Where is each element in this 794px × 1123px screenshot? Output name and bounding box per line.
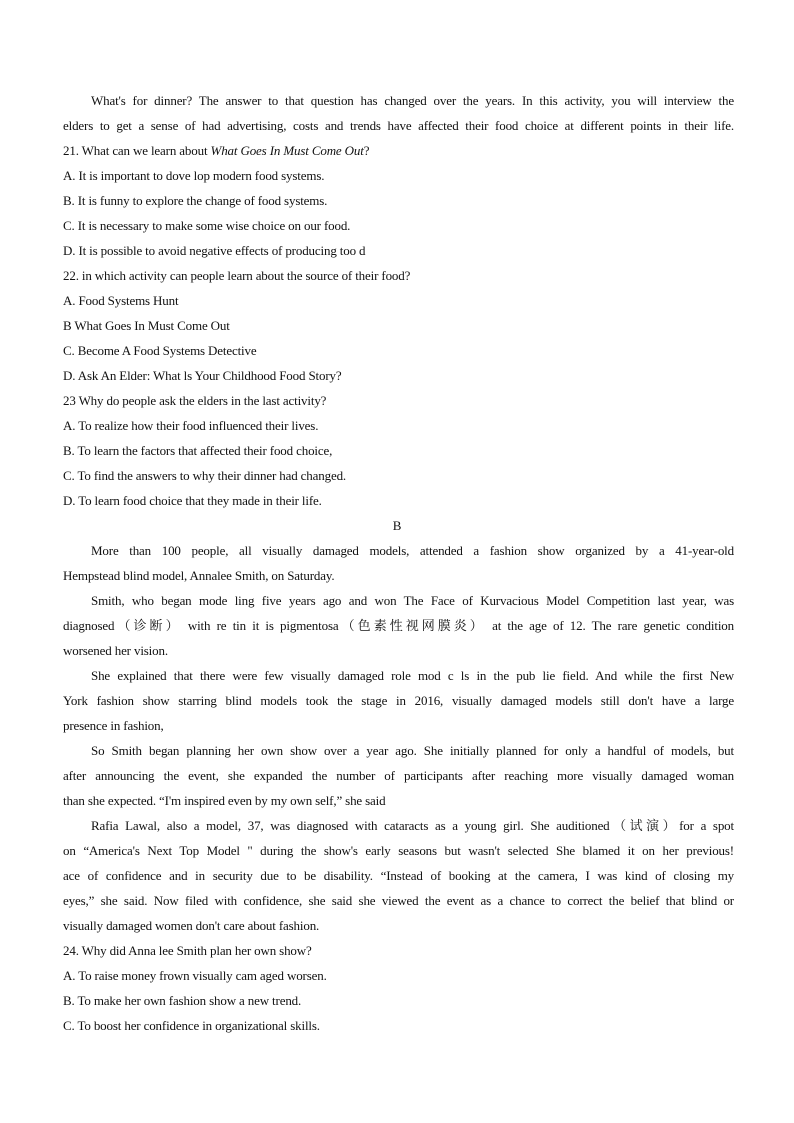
question-21	[0, 138, 794, 263]
passage-a-tail	[0, 88, 794, 138]
question-22	[0, 263, 794, 388]
question-stem-suffix: ?	[363, 143, 370, 158]
paragraph-line: So Smith began planning her own show over a year ago. She initially planned for only a handful of models, but	[91, 743, 734, 758]
paragraph-line: What's for dinner? The answer to that question has changed over the years. In this activity, you will interview the	[91, 93, 734, 108]
paragraph-line: worsened her vision.	[63, 643, 168, 658]
question-23	[0, 388, 794, 513]
paragraph-line: visually damaged women don't care about fashion.	[63, 918, 320, 933]
paragraph-line: presence in fashion,	[63, 718, 164, 733]
paragraph-line: eyes,” she said. Now filed with confidence, she said she viewed the event as a chance to correct the belief that blind or	[63, 893, 734, 908]
paragraph-line: York fashion show starring blind models took the stage in 2016, visually damaged models still don't have a large	[63, 693, 734, 708]
paragraph-line: on “America's Next Top Model " during the show's early seasons but wasn't selected She blamed it on her previous!	[63, 843, 734, 858]
answer-option-a: A. To raise money frown visually cam aged worsen.	[63, 968, 327, 983]
paragraph-line: More than 100 people, all visually damaged models, attended a fashion show organized by a 41-year-old	[91, 543, 734, 558]
answer-option-c: C. Become A Food Systems Detective	[63, 343, 257, 358]
paragraph-line: Hempstead blind model, Annalee Smith, on Saturday.	[63, 568, 335, 583]
answer-option-a: A. Food Systems Hunt	[63, 293, 179, 308]
question-stem	[0, 138, 794, 163]
question-stem: 24. Why did Anna lee Smith plan her own show?	[63, 943, 312, 958]
paragraph-line: than she expected. “I'm inspired even by my own self,” she said	[63, 793, 386, 808]
answer-option-d: D. It is possible to avoid negative effects of producing too d	[63, 243, 366, 258]
answer-option-b: B What Goes In Must Come Out	[63, 318, 230, 333]
answer-option-c: C. To find the answers to why their dinner had changed.	[63, 468, 347, 483]
paragraph-line: Smith, who began mode ling five years ago and won The Face of Kurvacious Model Competition last year, was	[91, 593, 734, 608]
question-24	[0, 938, 794, 1038]
exam-page	[0, 88, 794, 1038]
answer-option-a: A. To realize how their food influenced their lives.	[63, 418, 319, 433]
answer-option-d: D. Ask An Elder: What ls Your Childhood Food Story?	[63, 368, 342, 383]
paragraph-line: diagnosed（诊断） with re tin it is pigmentosa（色素性视网膜炎） at the age of 12. The rare genetic condition	[63, 618, 734, 633]
question-stem: 23 Why do people ask the elders in the last activity?	[63, 393, 327, 408]
paragraph-line: She explained that there were few visually damaged role mod c ls in the pub lie field. And while the first New	[91, 668, 734, 683]
answer-option-b: B. To make her own fashion show a new trend.	[63, 993, 302, 1008]
paragraph-line: ace of confidence and in security due to be disability. “Instead of booking at the camera, I was kind of closing my	[63, 868, 734, 883]
section-b	[0, 513, 794, 938]
paragraph-line: elders to get a sense of had advertising, costs and trends have affected their food choice at different points in their life.	[63, 118, 734, 133]
answer-option-c: C. It is necessary to make some wise choice on our food.	[63, 218, 351, 233]
paragraph-line: Rafia Lawal, also a model, 37, was diagnosed with cataracts as a young girl. She auditioned（试演）for a spot	[91, 818, 734, 833]
section-heading: B	[392, 518, 402, 533]
paragraph-line: after announcing the event, she expanded the number of participants after reaching more visually damaged woman	[63, 768, 734, 783]
activity-title: What Goes In Must Come Out	[210, 143, 364, 158]
answer-option-d: D. To learn food choice that they made in their life.	[63, 493, 322, 508]
question-stem: 22. in which activity can people learn about the source of their food?	[63, 268, 411, 283]
question-stem-prefix: 21. What can we learn about	[63, 143, 211, 158]
answer-option-c: C. To boost her confidence in organizational skills.	[63, 1018, 320, 1033]
answer-option-b: B. It is funny to explore the change of food systems.	[63, 193, 328, 208]
answer-option-b: B. To learn the factors that affected their food choice,	[63, 443, 333, 458]
answer-option-a: A. It is important to dove lop modern food systems.	[63, 168, 325, 183]
